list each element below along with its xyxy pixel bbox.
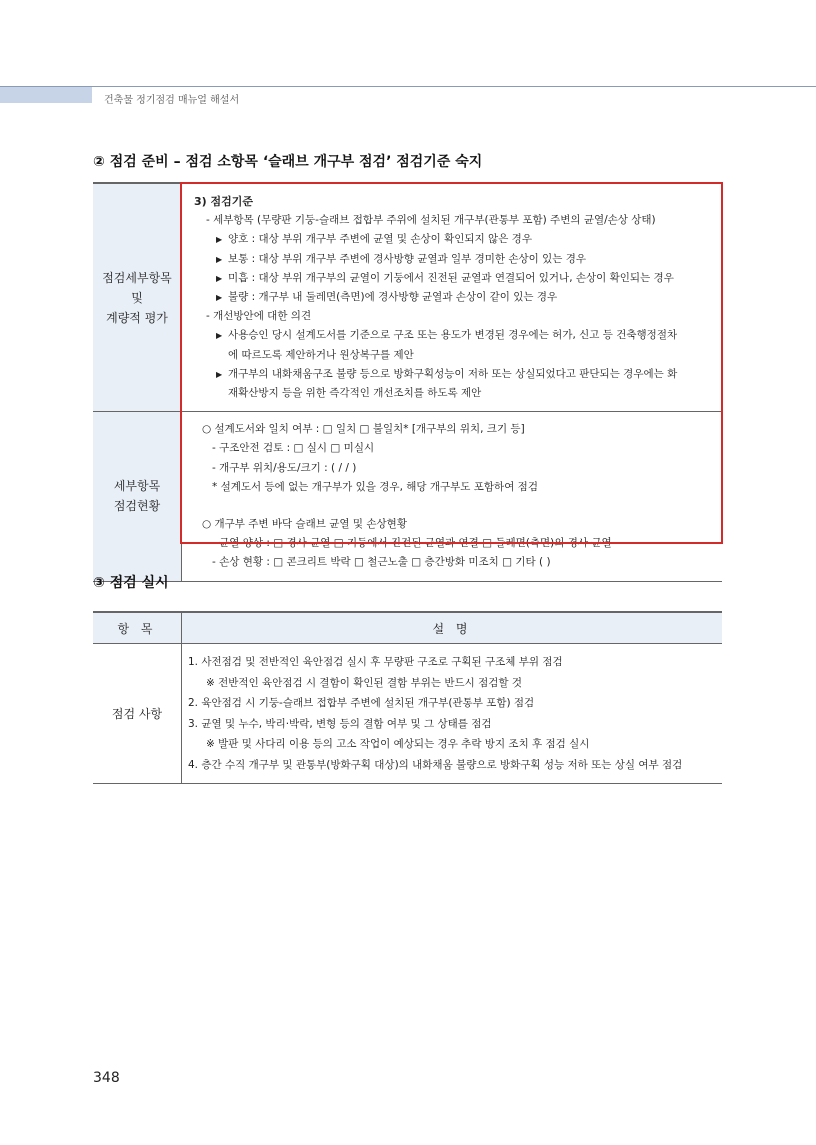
- inspection-step: 2. 육안점검 시 기둥-슬래브 접합부 주변에 설치된 개구부(관통부 포함) 점검: [188, 697, 535, 709]
- bullet-triangle-icon: ▶: [216, 235, 223, 245]
- inspection-description: [182, 644, 723, 784]
- improvement-item-cont: 에 따르도록 제안하거나 원상복구를 제안: [228, 348, 414, 361]
- criteria-grade-normal: ▶ 보통 : 대상 부위 개구부 주변에 경사방향 균열과 일부 경미한 손상이 있는 경우: [206, 250, 716, 269]
- page-number: 348: [93, 1070, 120, 1086]
- status-line: - 균열 양상 : □ 경사 균열 □ 기둥에서 진전된 균열과 연결 □ 둘레면(측면)의 경사 균열: [212, 537, 612, 550]
- improvement-item-cont: 재확산방지 등을 위한 즉각적인 개선조치를 하도록 제안: [228, 387, 482, 400]
- inspection-note: ※ 전반적인 육안점검 시 결함이 확인된 결함 부위는 반드시 점검할 것: [206, 676, 523, 689]
- inspection-step: 1. 사전점검 및 전반적인 육안점검 실시 후 무량판 구조로 구획된 구조체 부위 점검: [188, 656, 563, 668]
- status-cell: [182, 412, 723, 581]
- row-label-status: 세부항목 점검현황: [93, 412, 182, 581]
- criteria-grade-bad: ▶ 불량 : 개구부 내 둘레면(측면)에 경사방향 균열과 손상이 같이 있는 경우: [206, 288, 716, 307]
- inspection-step: 3. 균열 및 누수, 박리·박락, 변형 등의 결함 여부 및 그 상태를 점검: [188, 717, 492, 730]
- header-rule: [0, 86, 816, 87]
- status-line: ○ 설계도서와 일치 여부 : □ 일치 □ 불일치* [개구부의 위치, 크기 등]: [202, 423, 525, 436]
- inspection-note: ※ 발판 및 사다리 이용 등의 고소 작업이 예상되는 경우 추락 방지 조치 후 점검 실시: [206, 738, 590, 750]
- improvement-item: ▶ 개구부의 내화채움구조 불량 등으로 방화구획성능이 저하 또는 상실되었다고 판단되는 경우에는 화: [206, 365, 716, 384]
- status-line: ○ 개구부 주변 바닥 슬래브 균열 및 손상현황: [202, 518, 407, 531]
- inspection-execution-table: [93, 611, 722, 784]
- bullet-triangle-icon: ▶: [216, 254, 223, 264]
- status-line: - 개구부 위치/용도/크기 : ( / / ): [212, 461, 357, 474]
- status-line: - 손상 현황 : □ 콘크리트 박락 □ 철근노출 □ 층간방화 미조치 □ 기타 ( ): [212, 556, 551, 569]
- col-header-item: 항 목: [93, 612, 182, 644]
- row-label-criteria: 점검세부항목 및 계량적 평가: [93, 183, 182, 412]
- col-header-description: 설 명: [182, 612, 723, 644]
- inspection-criteria-table: [93, 182, 722, 582]
- improvement-item: ▶ 사용승인 당시 설계도서를 기준으로 구조 또는 용도가 변경된 경우에는 허가, 신고 등 건축행정절차: [206, 326, 716, 345]
- criteria-line: - 세부항목 (무량판 기둥-슬래브 접합부 주위에 설치된 개구부(관통부 포함) 주변의 균열/손상 상태): [206, 214, 656, 227]
- status-line: - 구조안전 검토 : □ 실시 □ 미실시: [212, 442, 375, 455]
- criteria-line: - 개선방안에 대한 의견: [206, 310, 312, 323]
- criteria-cell: [182, 183, 723, 412]
- bullet-triangle-icon: ▶: [216, 293, 223, 303]
- criteria-heading: 3) 점검기준: [194, 195, 254, 208]
- bullet-triangle-icon: ▶: [216, 273, 223, 283]
- criteria-grade-poor: ▶ 미흡 : 대상 부위 개구부의 균열이 기둥에서 진전된 균열과 연결되어 있거나, 손상이 확인되는 경우: [206, 269, 716, 288]
- section2-title: ② 점검 준비 – 점검 소항목 ‘슬래브 개구부 점검’ 점검기준 숙지: [93, 154, 483, 170]
- bullet-triangle-icon: ▶: [216, 331, 223, 341]
- inspection-step: 4. 층간 수직 개구부 및 관통부(방화구획 대상)의 내화채움 불량으로 방화구획 성능 저하 또는 상실 여부 점검: [188, 758, 683, 771]
- criteria-grade-good: ▶ 양호 : 대상 부위 개구부 주변에 균열 및 손상이 확인되지 않은 경우: [206, 230, 716, 249]
- status-line: * 설계도서 등에 없는 개구부가 있을 경우, 해당 개구부도 포함하여 점검: [212, 480, 538, 493]
- running-title: 건축물 정기점검 매뉴얼 해설서: [104, 95, 240, 106]
- section3-title: ③ 점검 실시: [93, 575, 169, 591]
- bullet-triangle-icon: ▶: [216, 369, 223, 379]
- header-tab-decoration: [0, 86, 92, 103]
- row-label-inspection: 점검 사항: [93, 644, 182, 784]
